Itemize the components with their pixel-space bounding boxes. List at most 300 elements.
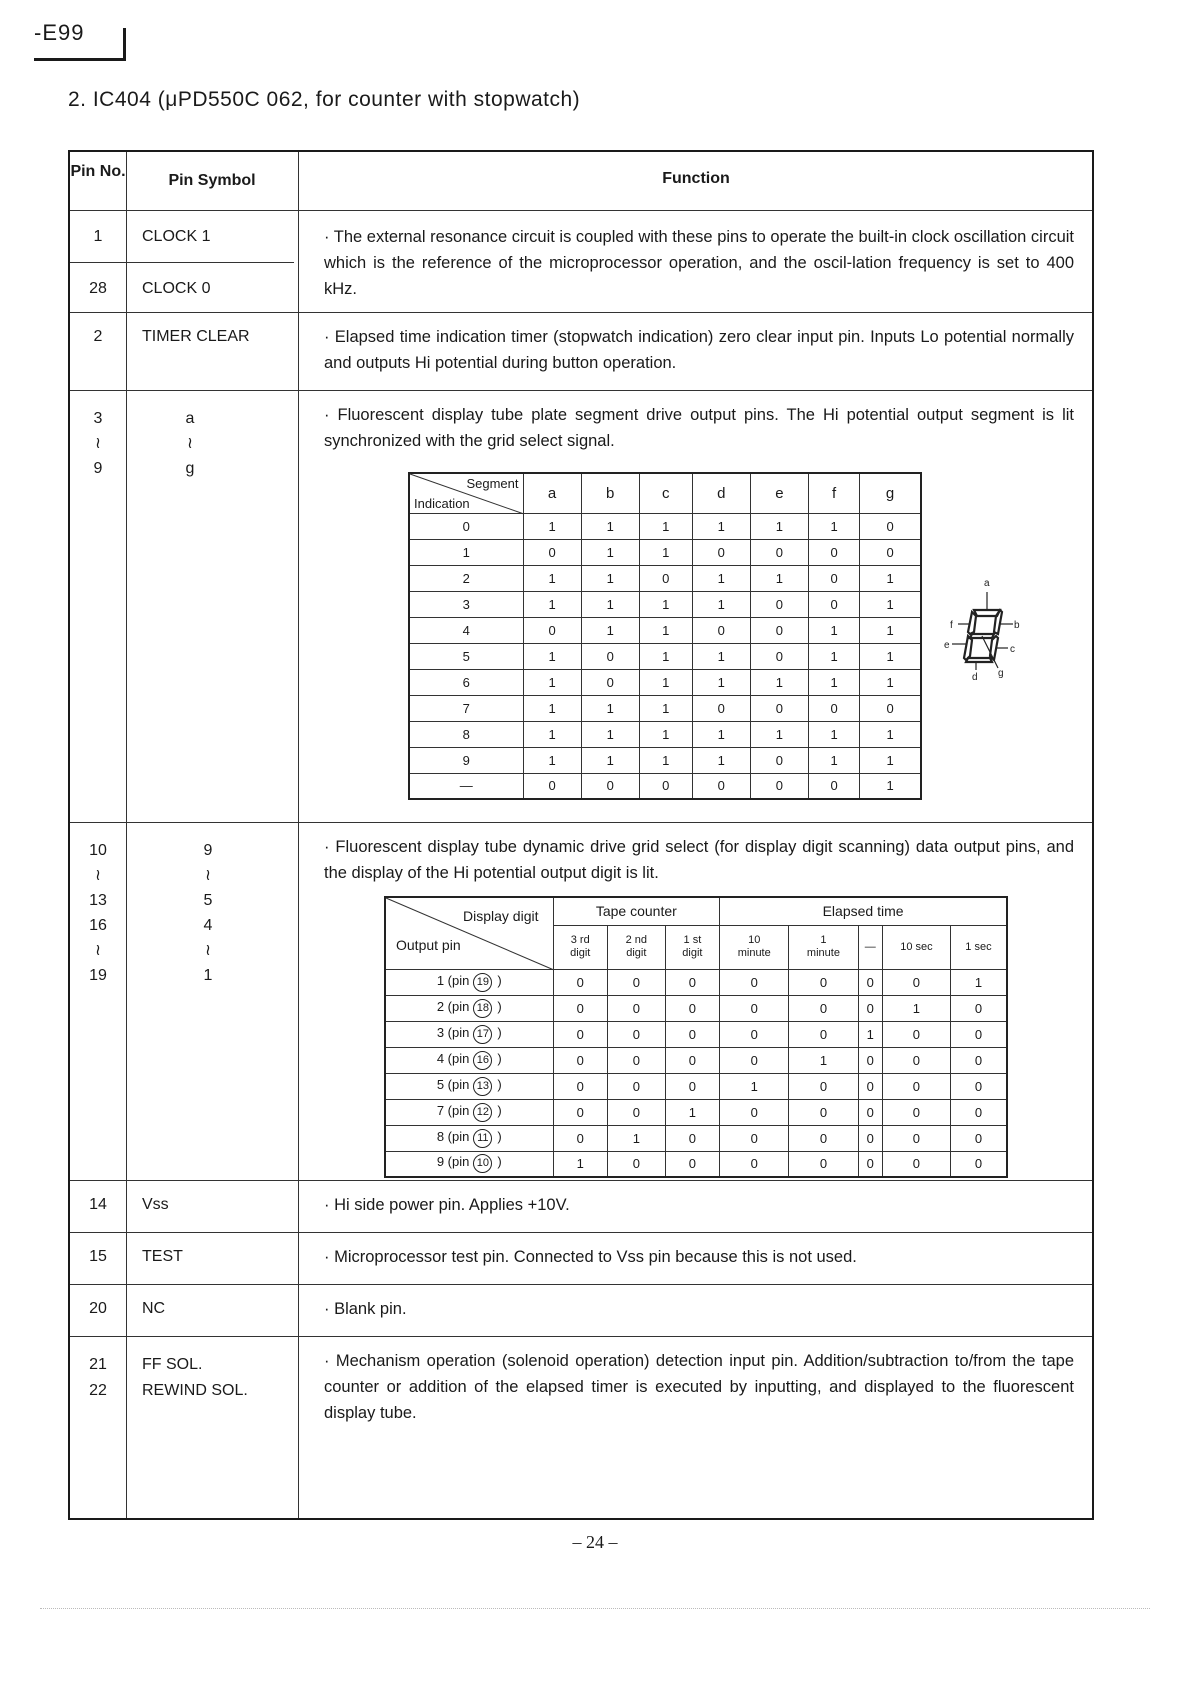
segment-state-cell: 1 bbox=[581, 539, 639, 565]
pin-symbol: NC bbox=[142, 1300, 166, 1317]
segment-state-cell: 0 bbox=[750, 747, 808, 773]
symbol-range-end: 1 bbox=[203, 967, 213, 984]
grid-state-cell: 0 bbox=[950, 1099, 1007, 1125]
grid-state-cell: 0 bbox=[789, 1073, 858, 1099]
output-pin-cell bbox=[385, 1047, 553, 1073]
grid-state-cell: 1 bbox=[950, 969, 1007, 995]
pin-number: 15 bbox=[89, 1248, 107, 1265]
indication-digit: 9 bbox=[409, 747, 523, 773]
grid-select-table bbox=[384, 896, 1008, 1178]
row-divider bbox=[70, 1232, 1092, 1233]
segment-state-cell: 0 bbox=[808, 695, 859, 721]
pin-number: 21 bbox=[89, 1356, 107, 1373]
grid-state-cell: 0 bbox=[858, 969, 882, 995]
output-pin-label: 7 (pin bbox=[436, 1102, 470, 1118]
segment-state-cell: 1 bbox=[639, 721, 692, 747]
segment-state-cell: 1 bbox=[581, 591, 639, 617]
grid-state-cell: 0 bbox=[553, 1125, 607, 1151]
segment-state-cell: 1 bbox=[860, 591, 921, 617]
digit-subheader: 2 nd digit bbox=[607, 925, 665, 969]
segment-state-cell: 1 bbox=[860, 565, 921, 591]
range-tilde: ≀ bbox=[205, 942, 211, 959]
grid-state-cell: 0 bbox=[553, 1021, 607, 1047]
segment-state-cell: 1 bbox=[523, 669, 581, 695]
grid-table-body bbox=[385, 969, 1007, 1177]
segment-label-c: c bbox=[1010, 644, 1015, 655]
segment-state-cell: 1 bbox=[692, 513, 750, 539]
segment-state-cell: 1 bbox=[692, 643, 750, 669]
close-paren: ) bbox=[497, 1154, 502, 1170]
segment-table-row bbox=[409, 591, 921, 617]
segment-state-cell: 1 bbox=[581, 617, 639, 643]
grid-state-cell: 0 bbox=[607, 1151, 665, 1177]
segment-table-body bbox=[409, 513, 921, 799]
segment-state-cell: 0 bbox=[860, 695, 921, 721]
circled-pin-number: 18 bbox=[473, 999, 492, 1018]
grid-state-cell: 0 bbox=[950, 1151, 1007, 1177]
segment-state-cell: 0 bbox=[750, 591, 808, 617]
grid-table-row bbox=[385, 1073, 1007, 1099]
segment-table-row bbox=[409, 617, 921, 643]
digit-subheader: 10 minute bbox=[720, 925, 789, 969]
grid-table-row bbox=[385, 1099, 1007, 1125]
indication-digit: 7 bbox=[409, 695, 523, 721]
corner-label-output-pin: Output pin bbox=[396, 936, 461, 953]
segment-state-cell: 1 bbox=[750, 721, 808, 747]
group-header-tape-counter: Tape counter bbox=[553, 897, 720, 925]
grid-state-cell: 0 bbox=[665, 1073, 720, 1099]
circled-pin-number: 13 bbox=[473, 1077, 492, 1096]
segment-state-cell: 0 bbox=[639, 773, 692, 799]
grid-state-cell: 0 bbox=[950, 995, 1007, 1021]
grid-state-cell: 0 bbox=[720, 969, 789, 995]
row-divider bbox=[70, 312, 1092, 313]
segment-state-cell: 1 bbox=[639, 669, 692, 695]
segment-state-cell: 0 bbox=[581, 773, 639, 799]
row-divider bbox=[70, 1284, 1092, 1285]
model-code: -E99 bbox=[34, 20, 85, 45]
pin-symbol: CLOCK 1 bbox=[142, 228, 211, 245]
row-divider bbox=[70, 1336, 1092, 1337]
indication-digit: 2 bbox=[409, 565, 523, 591]
grid-state-cell: 0 bbox=[950, 1021, 1007, 1047]
pin-number: 1 bbox=[93, 228, 103, 245]
pin-number-pair bbox=[70, 1352, 126, 1404]
segment-state-cell: 0 bbox=[750, 695, 808, 721]
grid-state-cell: 0 bbox=[950, 1125, 1007, 1151]
grid-state-cell: 0 bbox=[950, 1047, 1007, 1073]
pin-symbol-pair bbox=[142, 1352, 302, 1404]
grid-state-cell: 1 bbox=[553, 1151, 607, 1177]
pin-symbol: REWIND SOL. bbox=[142, 1382, 248, 1399]
grid-state-cell: 0 bbox=[720, 1099, 789, 1125]
segment-state-cell: 1 bbox=[750, 513, 808, 539]
segment-e-shape bbox=[964, 636, 972, 660]
grid-state-cell: 0 bbox=[858, 995, 882, 1021]
segment-state-cell: 1 bbox=[808, 513, 859, 539]
segment-state-cell: 1 bbox=[523, 695, 581, 721]
segment-table-row bbox=[409, 565, 921, 591]
close-paren: ) bbox=[497, 1024, 502, 1040]
model-underline bbox=[34, 58, 126, 61]
output-pin-cell bbox=[385, 995, 553, 1021]
symbol-range-start: 9 bbox=[203, 842, 213, 859]
grid-state-cell: 0 bbox=[607, 1047, 665, 1073]
segment-state-cell: 1 bbox=[581, 565, 639, 591]
segment-header: g bbox=[860, 473, 921, 513]
digit-subheader: 10 sec bbox=[882, 925, 950, 969]
grid-table-row bbox=[385, 1125, 1007, 1151]
segment-state-cell: 1 bbox=[639, 539, 692, 565]
segment-state-cell: 1 bbox=[639, 643, 692, 669]
circled-pin-number: 17 bbox=[473, 1025, 492, 1044]
segment-state-cell: 1 bbox=[523, 565, 581, 591]
grid-table-row bbox=[385, 995, 1007, 1021]
row-divider bbox=[70, 262, 294, 263]
segment-state-cell: 1 bbox=[860, 617, 921, 643]
range-tilde: ≀ bbox=[95, 942, 101, 959]
segment-state-cell: 1 bbox=[523, 643, 581, 669]
segment-state-cell: 1 bbox=[523, 721, 581, 747]
segment-state-cell: 1 bbox=[808, 643, 859, 669]
segment-truth-table bbox=[408, 472, 922, 800]
pin-range bbox=[70, 838, 126, 988]
header-pin-no: Pin No. bbox=[70, 163, 126, 180]
grid-state-cell: 0 bbox=[789, 1125, 858, 1151]
grid-state-cell: 0 bbox=[665, 1125, 720, 1151]
segment-state-cell: 1 bbox=[581, 695, 639, 721]
segment-state-cell: 1 bbox=[808, 747, 859, 773]
close-paren: ) bbox=[497, 1076, 502, 1092]
output-pin-label: 8 (pin bbox=[436, 1128, 470, 1144]
pin-number: 28 bbox=[89, 280, 107, 297]
segment-table-row bbox=[409, 695, 921, 721]
header-function: Function bbox=[662, 170, 730, 187]
grid-state-cell: 1 bbox=[882, 995, 950, 1021]
indication-digit: — bbox=[409, 773, 523, 799]
output-pin-label: 3 (pin bbox=[436, 1024, 470, 1040]
function-description: · Mechanism operation (solenoid operation) detection input pin. Addition/subtraction to/from the tape counter or addition of the elapsed timer is executed by inputting, and displayed to the fluorescent display tube. bbox=[324, 1352, 1074, 1422]
segment-table-row bbox=[409, 643, 921, 669]
segment-state-cell: 1 bbox=[639, 513, 692, 539]
grid-state-cell: 0 bbox=[607, 1073, 665, 1099]
segment-state-cell: 0 bbox=[860, 513, 921, 539]
segment-state-cell: 1 bbox=[860, 773, 921, 799]
segment-state-cell: 1 bbox=[860, 669, 921, 695]
circled-pin-number: 10 bbox=[473, 1154, 492, 1173]
segment-state-cell: 0 bbox=[581, 669, 639, 695]
segment-state-cell: 0 bbox=[808, 565, 859, 591]
pin-range bbox=[70, 406, 126, 481]
segment-state-cell: 1 bbox=[639, 747, 692, 773]
segment-state-cell: 1 bbox=[808, 669, 859, 695]
digit-subheader: 1 sec bbox=[950, 925, 1007, 969]
symbol-range-end: 5 bbox=[203, 892, 213, 909]
corner-label-indication: Indication bbox=[414, 495, 470, 511]
pin-range-start: 3 bbox=[93, 410, 103, 427]
grid-state-cell: 0 bbox=[607, 969, 665, 995]
grid-state-cell: 0 bbox=[553, 969, 607, 995]
grid-state-cell: 1 bbox=[720, 1073, 789, 1099]
segment-state-cell: 1 bbox=[523, 747, 581, 773]
output-pin-cell bbox=[385, 1021, 553, 1047]
circled-pin-number: 12 bbox=[473, 1103, 492, 1122]
section-heading: 2. IC404 (μPD550C 062, for counter with stopwatch) bbox=[68, 88, 581, 111]
grid-state-cell: 0 bbox=[720, 1047, 789, 1073]
grid-state-cell: 0 bbox=[720, 995, 789, 1021]
segment-state-cell: 0 bbox=[860, 539, 921, 565]
segment-header: d bbox=[692, 473, 750, 513]
segment-state-cell: 0 bbox=[808, 539, 859, 565]
function-description: · Elapsed time indication timer (stopwatch indication) zero clear input pin. Inputs Lo potential normally and outputs Hi potential during button operation. bbox=[324, 328, 1074, 372]
digit-subheader: 1 minute bbox=[789, 925, 858, 969]
grid-state-cell: 0 bbox=[720, 1151, 789, 1177]
indication-digit: 0 bbox=[409, 513, 523, 539]
segment-state-cell: 1 bbox=[581, 513, 639, 539]
segment-state-cell: 1 bbox=[692, 565, 750, 591]
grid-state-cell: 0 bbox=[553, 1099, 607, 1125]
output-pin-cell bbox=[385, 969, 553, 995]
pin-symbol: Vss bbox=[142, 1196, 169, 1213]
pin-range-end: 19 bbox=[89, 967, 107, 984]
pin-number: 2 bbox=[93, 328, 103, 345]
circled-pin-number: 16 bbox=[473, 1051, 492, 1070]
model-corner-mark bbox=[123, 28, 126, 61]
segment-state-cell: 1 bbox=[639, 695, 692, 721]
output-pin-label: 1 (pin bbox=[436, 972, 470, 988]
column-divider bbox=[126, 152, 127, 1518]
grid-state-cell: 1 bbox=[858, 1021, 882, 1047]
grid-state-cell: 0 bbox=[858, 1073, 882, 1099]
segment-label-g: g bbox=[998, 668, 1004, 679]
grid-table-row bbox=[385, 1021, 1007, 1047]
segment-state-cell: 1 bbox=[860, 643, 921, 669]
grid-state-cell: 0 bbox=[665, 969, 720, 995]
indication-digit: 8 bbox=[409, 721, 523, 747]
function-description: · The external resonance circuit is coupled with these pins to operate the built-in clock oscillation circuit which is the reference of the microprocessor operation, and the oscil-lation frequency is set to 400 kHz. bbox=[324, 228, 1074, 298]
grid-state-cell: 1 bbox=[789, 1047, 858, 1073]
segment-state-cell: 1 bbox=[692, 669, 750, 695]
output-pin-label: 9 (pin bbox=[436, 1154, 470, 1170]
grid-table-corner bbox=[385, 897, 553, 969]
grid-state-cell: 0 bbox=[882, 1073, 950, 1099]
row-divider bbox=[70, 822, 1092, 823]
pin-function-table bbox=[68, 150, 1094, 1520]
segment-header: e bbox=[750, 473, 808, 513]
grid-state-cell: 0 bbox=[858, 1151, 882, 1177]
segment-d-shape bbox=[966, 658, 992, 662]
symbol-range-start: a bbox=[185, 410, 195, 427]
grid-state-cell: 0 bbox=[553, 1073, 607, 1099]
segment-table-row bbox=[409, 513, 921, 539]
segment-state-cell: 0 bbox=[692, 695, 750, 721]
segment-state-cell: 1 bbox=[581, 721, 639, 747]
corner-label-display-digit: Display digit bbox=[463, 908, 539, 924]
segment-table-row bbox=[409, 747, 921, 773]
grid-table-row bbox=[385, 969, 1007, 995]
output-pin-label: 2 (pin bbox=[436, 998, 470, 1014]
segment-state-cell: 1 bbox=[808, 617, 859, 643]
segment-state-cell: 1 bbox=[523, 591, 581, 617]
corner-label-segment: Segment bbox=[466, 476, 519, 491]
function-description: · Fluorescent display tube dynamic drive grid select (for display digit scanning) data output pins, and the display of the Hi potential output digit is lit. bbox=[324, 838, 1074, 882]
grid-state-cell: 0 bbox=[882, 1151, 950, 1177]
segment-table-row bbox=[409, 721, 921, 747]
pin-symbol: TEST bbox=[142, 1248, 183, 1265]
symbol-range-start: 4 bbox=[203, 917, 213, 934]
grid-state-cell: 0 bbox=[882, 1021, 950, 1047]
indication-digit: 5 bbox=[409, 643, 523, 669]
segment-state-cell: 0 bbox=[581, 643, 639, 669]
segment-label-f: f bbox=[950, 620, 953, 631]
grid-table-row bbox=[385, 1151, 1007, 1177]
segment-state-cell: 0 bbox=[808, 773, 859, 799]
grid-state-cell: 0 bbox=[553, 995, 607, 1021]
indication-digit: 4 bbox=[409, 617, 523, 643]
segment-label-e: e bbox=[944, 640, 950, 651]
segment-state-cell: 1 bbox=[692, 591, 750, 617]
grid-state-cell: 0 bbox=[665, 1047, 720, 1073]
pin-symbol: FF SOL. bbox=[142, 1356, 203, 1373]
pin-symbol: CLOCK 0 bbox=[142, 280, 211, 297]
output-pin-cell bbox=[385, 1151, 553, 1177]
grid-state-cell: 0 bbox=[553, 1047, 607, 1073]
range-tilde: ≀ bbox=[95, 435, 101, 452]
pin-range-end: 13 bbox=[89, 892, 107, 909]
segment-state-cell: 1 bbox=[750, 669, 808, 695]
symbol-range-end: g bbox=[185, 460, 195, 477]
segment-header: a bbox=[523, 473, 581, 513]
grid-state-cell: 0 bbox=[665, 1021, 720, 1047]
function-description: · Blank pin. bbox=[324, 1300, 407, 1318]
scan-dust-line bbox=[40, 1608, 1150, 1609]
segment-table-row bbox=[409, 669, 921, 695]
segment-f-shape bbox=[968, 612, 976, 634]
grid-state-cell: 0 bbox=[789, 969, 858, 995]
function-description: · Fluorescent display tube plate segment drive output pins. The Hi potential output segment is lit synchronized with the grid select signal. bbox=[324, 406, 1074, 450]
pin-symbol: TIMER CLEAR bbox=[142, 328, 250, 345]
grid-state-cell: 0 bbox=[789, 1099, 858, 1125]
grid-state-cell: 0 bbox=[882, 1047, 950, 1073]
grid-state-cell: 1 bbox=[665, 1099, 720, 1125]
segment-state-cell: 1 bbox=[581, 747, 639, 773]
grid-state-cell: 0 bbox=[665, 1151, 720, 1177]
close-paren: ) bbox=[497, 972, 502, 988]
indication-digit: 1 bbox=[409, 539, 523, 565]
close-paren: ) bbox=[497, 1128, 502, 1144]
circled-pin-number: 19 bbox=[473, 973, 492, 992]
grid-state-cell: 0 bbox=[789, 1151, 858, 1177]
segment-state-cell: 1 bbox=[860, 747, 921, 773]
seven-segment-diagram bbox=[938, 572, 1018, 682]
segment-table-corner bbox=[409, 473, 523, 513]
indication-digit: 3 bbox=[409, 591, 523, 617]
output-pin-label: 5 (pin bbox=[436, 1076, 470, 1092]
segment-state-cell: 0 bbox=[750, 643, 808, 669]
segment-label-a: a bbox=[984, 578, 990, 589]
segment-table-row bbox=[409, 773, 921, 799]
segment-state-cell: 0 bbox=[750, 617, 808, 643]
segment-state-cell: 1 bbox=[692, 747, 750, 773]
function-description: · Microprocessor test pin. Connected to Vss pin because this is not used. bbox=[324, 1248, 857, 1266]
output-pin-cell bbox=[385, 1125, 553, 1151]
grid-state-cell: 0 bbox=[950, 1073, 1007, 1099]
pin-range-start: 10 bbox=[89, 842, 107, 859]
grid-state-cell: 0 bbox=[882, 969, 950, 995]
close-paren: ) bbox=[497, 1102, 502, 1118]
segment-state-cell: 0 bbox=[639, 565, 692, 591]
pin-number: 20 bbox=[89, 1300, 107, 1317]
digit-subheader: — bbox=[858, 925, 882, 969]
segment-label-b: b bbox=[1014, 620, 1020, 631]
grid-state-cell: 0 bbox=[858, 1047, 882, 1073]
range-tilde: ≀ bbox=[205, 867, 211, 884]
segment-state-cell: 1 bbox=[639, 617, 692, 643]
segment-state-cell: 1 bbox=[639, 591, 692, 617]
output-pin-label: 4 (pin bbox=[436, 1050, 470, 1066]
grid-state-cell: 0 bbox=[858, 1125, 882, 1151]
segment-label-d: d bbox=[972, 672, 978, 683]
segment-state-cell: 0 bbox=[523, 539, 581, 565]
digit-subheader: 3 rd digit bbox=[553, 925, 607, 969]
segment-state-cell: 0 bbox=[523, 617, 581, 643]
row-divider bbox=[70, 210, 1092, 211]
page-number: – 24 – bbox=[572, 1532, 618, 1552]
grid-state-cell: 0 bbox=[720, 1125, 789, 1151]
pin-range-end: 9 bbox=[93, 460, 103, 477]
segment-state-cell: 0 bbox=[692, 773, 750, 799]
header-pin-symbol: Pin Symbol bbox=[168, 172, 256, 189]
segment-state-cell: 0 bbox=[523, 773, 581, 799]
symbol-range bbox=[170, 406, 210, 481]
segment-header: c bbox=[639, 473, 692, 513]
close-paren: ) bbox=[497, 998, 502, 1014]
grid-state-cell: 0 bbox=[720, 1021, 789, 1047]
grid-state-cell: 0 bbox=[665, 995, 720, 1021]
group-header-elapsed-time: Elapsed time bbox=[720, 897, 1007, 925]
grid-state-cell: 1 bbox=[607, 1125, 665, 1151]
grid-state-cell: 0 bbox=[607, 1021, 665, 1047]
function-description: · Hi side power pin. Applies +10V. bbox=[324, 1196, 570, 1214]
close-paren: ) bbox=[497, 1050, 502, 1066]
range-tilde: ≀ bbox=[187, 435, 193, 452]
pin-number: 22 bbox=[89, 1382, 107, 1399]
grid-state-cell: 0 bbox=[789, 995, 858, 1021]
grid-state-cell: 0 bbox=[607, 995, 665, 1021]
pin-number: 14 bbox=[89, 1196, 107, 1213]
segment-state-cell: 0 bbox=[808, 591, 859, 617]
output-pin-cell bbox=[385, 1099, 553, 1125]
grid-state-cell: 0 bbox=[882, 1125, 950, 1151]
row-divider bbox=[70, 1180, 1092, 1181]
grid-state-cell: 0 bbox=[858, 1099, 882, 1125]
output-pin-cell bbox=[385, 1073, 553, 1099]
indication-digit: 6 bbox=[409, 669, 523, 695]
segment-header: b bbox=[581, 473, 639, 513]
segment-state-cell: 0 bbox=[750, 539, 808, 565]
segment-state-cell: 1 bbox=[692, 721, 750, 747]
pin-range-start: 16 bbox=[89, 917, 107, 934]
range-tilde: ≀ bbox=[95, 867, 101, 884]
segment-b-shape bbox=[994, 610, 1002, 634]
grid-state-cell: 0 bbox=[607, 1099, 665, 1125]
grid-state-cell: 0 bbox=[789, 1021, 858, 1047]
segment-state-cell: 0 bbox=[692, 617, 750, 643]
segment-header: f bbox=[808, 473, 859, 513]
segment-state-cell: 1 bbox=[860, 721, 921, 747]
segment-state-cell: 1 bbox=[750, 565, 808, 591]
digit-subheader: 1 st digit bbox=[665, 925, 720, 969]
